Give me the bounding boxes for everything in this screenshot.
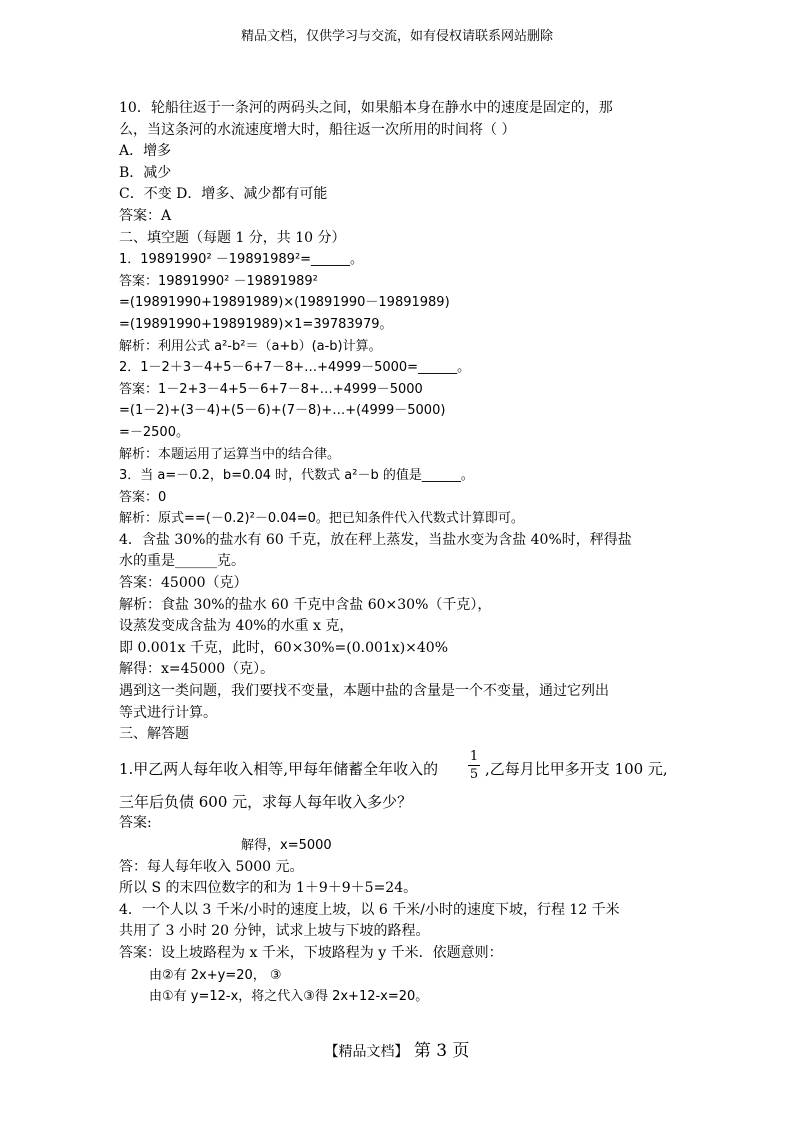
answer-line: 答案：设上坡路程为 x 千米，下坡路程为 y 千米．依题意则： xyxy=(119,944,503,961)
text-line: 4．含盐 30%的盐水有 60 千克，放在秤上蒸发，当盐水变为含盐 40%时，秤得盐 xyxy=(119,531,632,548)
text-line: 答案：19891990² －19891989² xyxy=(119,273,318,289)
text-line: =(1－2)+(3－4)+(5－6)+(7－8)+…+(4999－5000) xyxy=(119,403,446,419)
text-line: 解析：食盐 30%的盐水 60 千克中含盐 60×30%（千克）， xyxy=(119,596,492,613)
text-line: =(19891990+19891989)×(19891990－19891989) xyxy=(119,295,450,311)
question-line: 4．一个人以 3 千米/小时的速度上坡，以 6 千米/小时的速度下坡，行程 12 千米 xyxy=(119,901,620,918)
text-line: 么，当这条河的水流速度增大时，船往返一次所用的时间将（ ） xyxy=(119,121,516,138)
text-line: 10．轮船往返于一条河的两码头之间，如果船本身在静水中的速度是固定的，那 xyxy=(119,100,613,116)
text-line: B．减少 xyxy=(119,164,172,181)
text-line: 即 0.001x 千克，此时，60×30%=(0.001x)×40% xyxy=(119,639,449,656)
text-line: A．增多 xyxy=(119,143,172,160)
text-line: =－2500。 xyxy=(119,424,189,440)
section-heading: 二、填空题（每题 1 分，共 10 分） xyxy=(119,229,346,246)
solve-line: 解得，x=5000 xyxy=(241,838,332,853)
question-text-tail: ,乙每月比甲多开支 100 元, xyxy=(485,759,668,778)
text-line: 解析：原式==(－0.2)²－0.04=0。把已知条件代入代数式计算即可。 xyxy=(119,511,524,527)
text-line: 水的重是______克。 xyxy=(119,553,245,570)
page-header: 精品文档，仅供学习与交流，如有侵权请联系网站删除 xyxy=(240,29,553,44)
document-body xyxy=(119,98,679,1008)
text-line: 答案：1－2+3－4+5－6+7－8+…+4999－5000 xyxy=(119,381,423,397)
text-line: 等式进行计算。 xyxy=(119,704,217,721)
answer-label: 答案: xyxy=(119,815,152,832)
text-line: 解得：x=45000（克）。 xyxy=(119,661,275,678)
text-line: 答案：0 xyxy=(119,489,167,505)
fraction-numerator: 1 xyxy=(469,748,479,764)
text-line: 解析：本题运用了运算当中的结合律。 xyxy=(119,446,341,462)
equation-line: 由①有 y=12-x，将之代入③得 2x+12-x=20。 xyxy=(149,989,429,1005)
text-line: C．不变 D．增多、减少都有可能 xyxy=(119,186,328,203)
question-text: 1.甲乙两人每年收入相等,甲每年储蓄全年收入的 xyxy=(119,759,439,778)
text-line: 遇到这一类问题，我们要找不变量，本题中盐的含量是一个不变量，通过它列出 xyxy=(119,683,609,700)
question-line: 共用了 3 小时 20 分钟，试求上坡与下坡的路程。 xyxy=(119,923,430,940)
page-footer xyxy=(0,1036,794,1061)
text-line: 所以 S 的末四位数字的和为 1＋9＋9＋5=24。 xyxy=(119,880,418,897)
question-line xyxy=(119,746,679,792)
text-line: 2．1－2＋3－4+5－6+7－8+…+4999－5000=______。 xyxy=(119,360,471,376)
footer-tag: 【精品文档】 xyxy=(324,1044,409,1060)
text-line: 1．19891990² －19891989²=______。 xyxy=(119,252,364,268)
answer-line: 答：每人每年收入 5000 元。 xyxy=(119,858,304,875)
text-line: 答案：A xyxy=(119,207,172,224)
section-heading: 三、解答题 xyxy=(119,726,189,743)
text-line: 三年后负债 600 元，求每人每年收入多少？ xyxy=(119,792,413,811)
text-line: =(19891990+19891989)×1=39783979。 xyxy=(119,316,393,332)
page-number: 第 3 页 xyxy=(413,1041,470,1061)
text-line: 解析：利用公式 a²-b²＝（a+b）(a-b)计算。 xyxy=(119,338,382,354)
equation-line: 由②有 2x+y=20， ③ xyxy=(149,967,282,983)
fraction-denominator: 5 xyxy=(469,766,479,782)
text-line: 答案：45000（克） xyxy=(119,575,248,592)
text-line: 设蒸发变成含盐为 40%的水重 x 克， xyxy=(119,618,354,635)
fraction xyxy=(468,748,480,783)
text-line: 3．当 a=－0.2，b=0.04 时，代数式 a²－b 的值是______。 xyxy=(119,468,474,484)
